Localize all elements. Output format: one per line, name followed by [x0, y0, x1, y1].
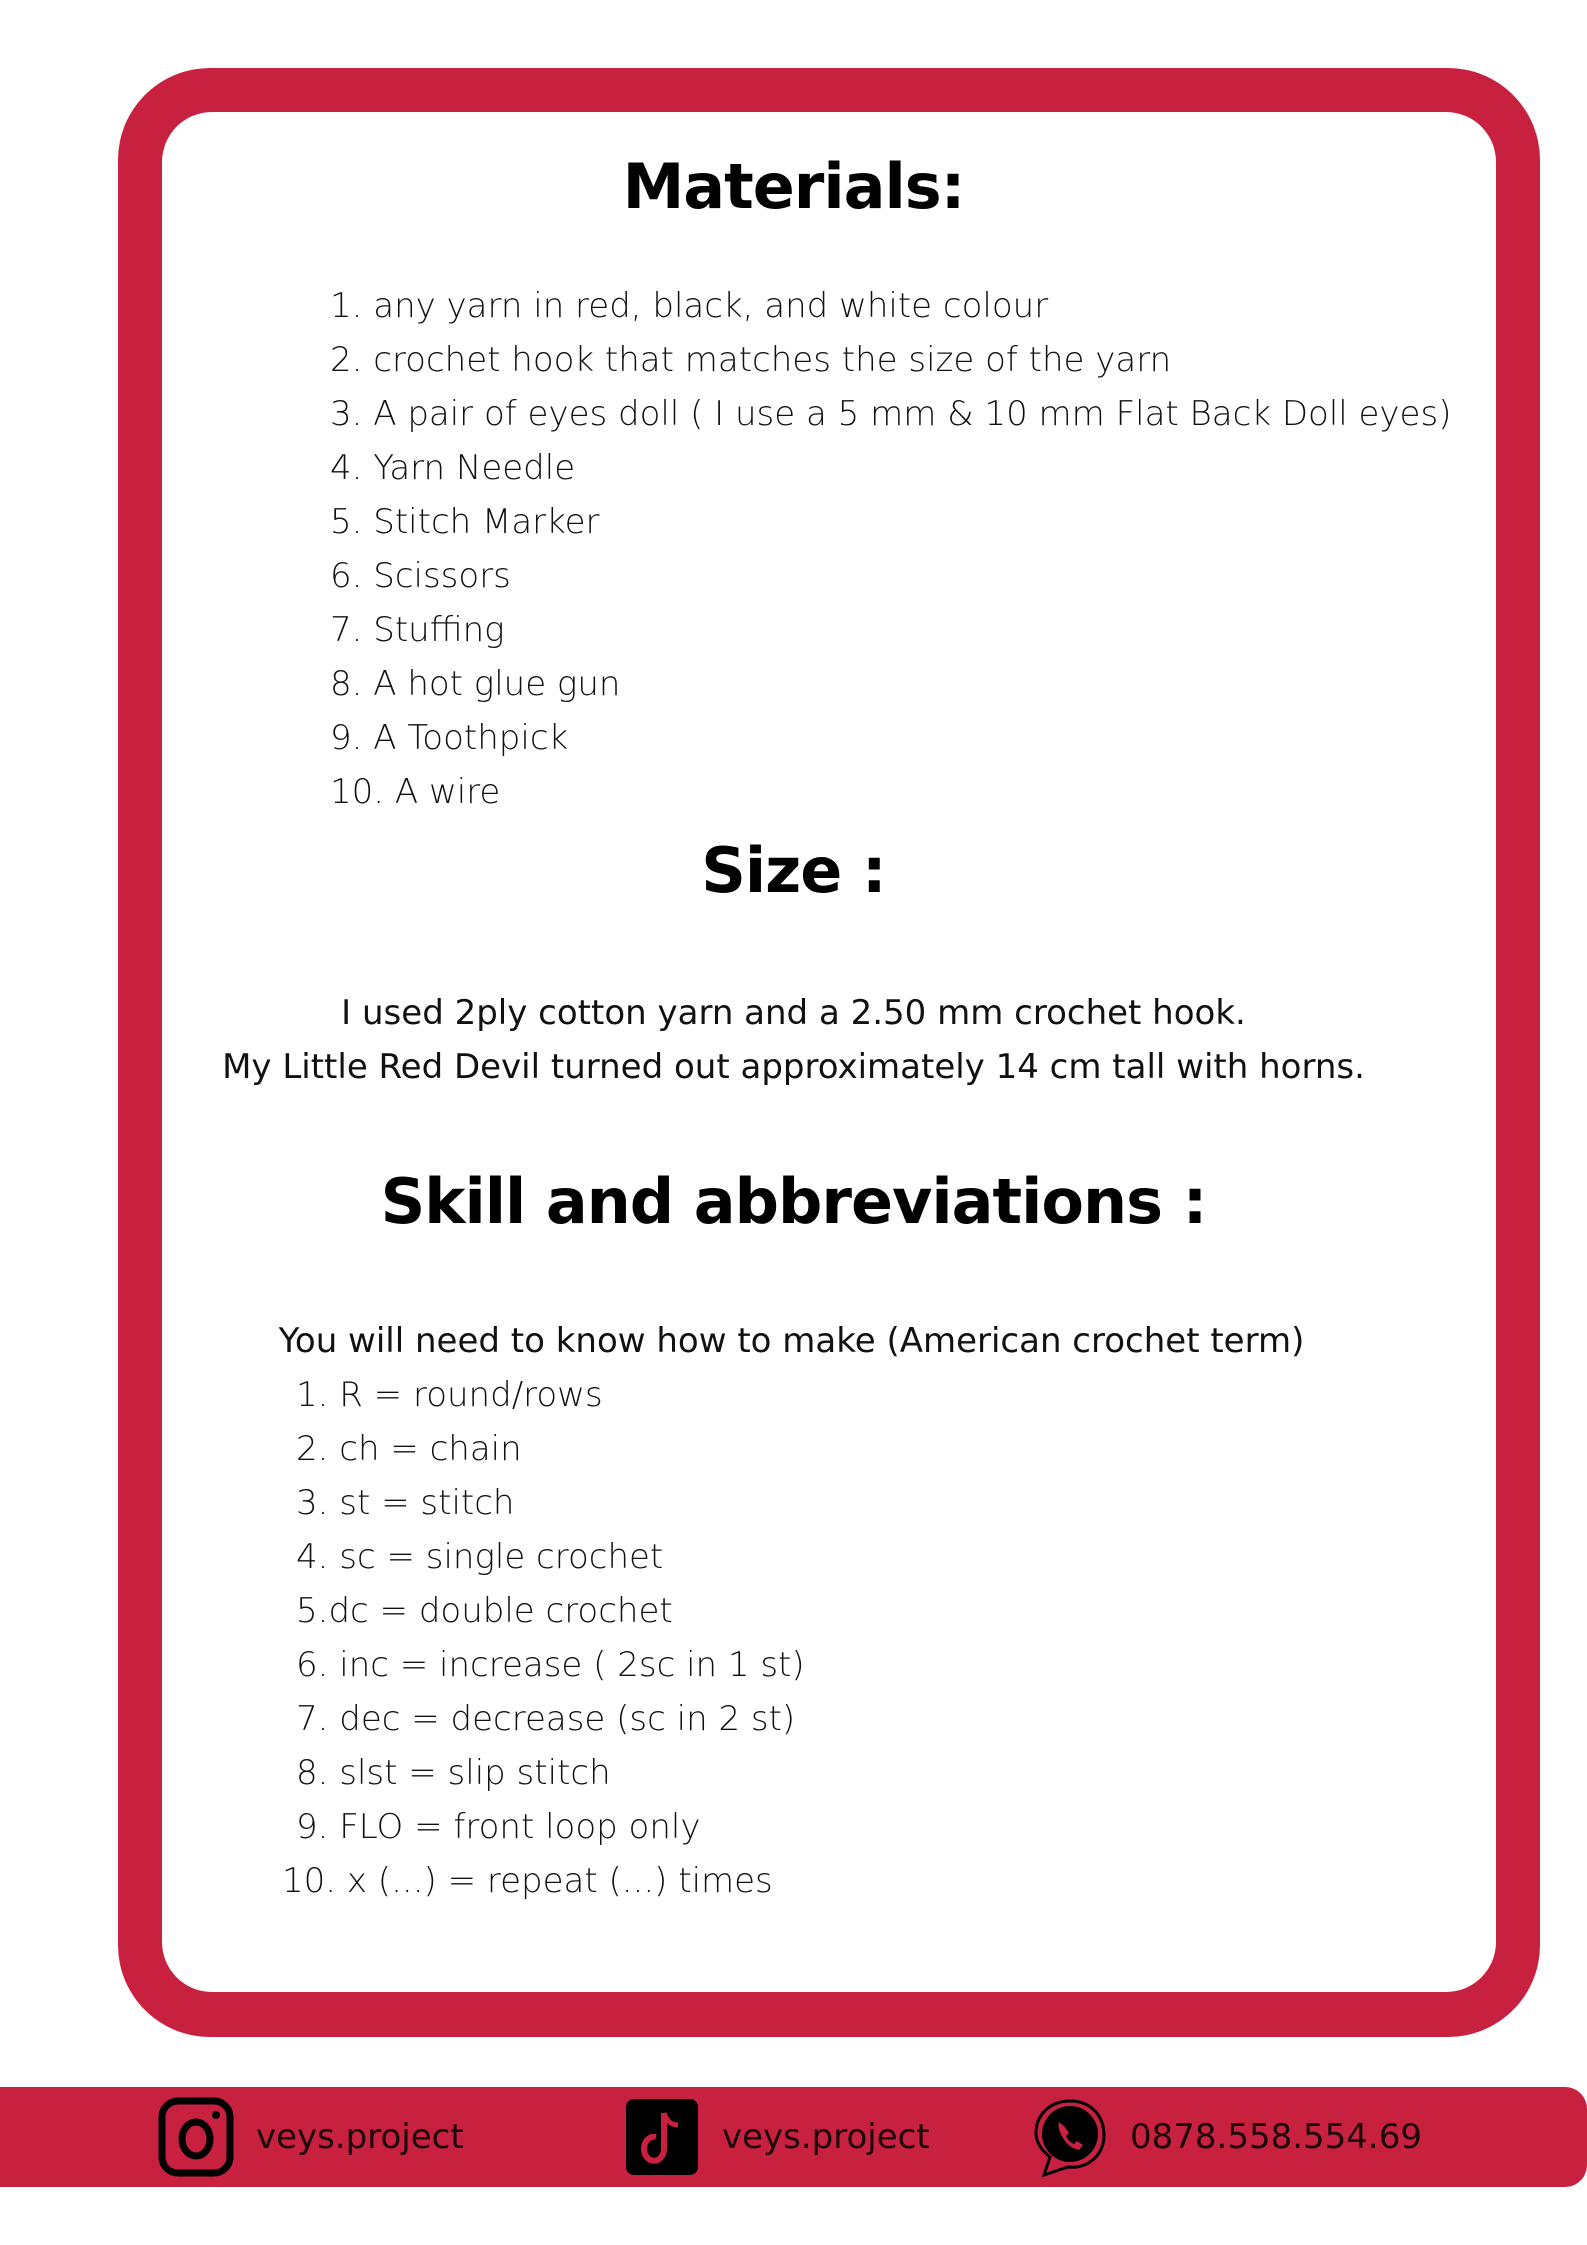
list-item: 10. A wire: [330, 772, 501, 812]
tiktok-icon: [624, 2097, 700, 2177]
list-item: 3. st = stitch: [296, 1483, 515, 1523]
instagram-handle: veys.project: [256, 2117, 464, 2157]
list-item: 6. Scissors: [330, 556, 511, 596]
skills-heading: Skill and abbreviations :: [380, 1165, 1207, 1238]
list-item: 5.dc = double crochet: [296, 1591, 673, 1631]
abbreviations-list: [282, 1368, 805, 1908]
social-footer: [0, 2087, 1587, 2187]
materials-heading: Materials:: [622, 150, 965, 223]
whatsapp-phone: 0878.558.554.69: [1130, 2117, 1423, 2157]
instagram-icon: [158, 2097, 234, 2177]
skills-intro: You will need to know how to make (American crochet term): [278, 1321, 1305, 1361]
whatsapp-contact[interactable]: [1032, 2087, 1422, 2187]
list-item: 8. slst = slip stitch: [296, 1753, 611, 1793]
list-item: 4. Yarn Needle: [330, 448, 576, 488]
whatsapp-icon: [1032, 2097, 1108, 2177]
size-line-height: My Little Red Devil turned out approximately 14 cm tall with horns.: [222, 1047, 1365, 1087]
list-item: 7. Stuffing: [330, 610, 505, 650]
list-item: 6. inc = increase ( 2sc in 1 st): [296, 1645, 805, 1685]
list-item: 1. any yarn in red, black, and white colour: [330, 286, 1049, 326]
list-item: 4. sc = single crochet: [296, 1537, 664, 1577]
list-item: 7. dec = decrease (sc in 2 st): [296, 1699, 796, 1739]
list-item: 9. A Toothpick: [330, 718, 569, 758]
list-item: 9. FLO = front loop only: [296, 1807, 701, 1847]
size-heading: Size :: [701, 834, 886, 907]
list-item: 8. A hot glue gun: [330, 664, 621, 704]
list-item: 3. A pair of eyes doll ( I use a 5 mm & 10 mm Flat Back Doll eyes): [330, 394, 1452, 434]
size-line-yarn: I used 2ply cotton yarn and a 2.50 mm crochet hook.: [341, 993, 1246, 1033]
list-item: 5. Stitch Marker: [330, 502, 600, 542]
list-item: 2. ch = chain: [296, 1429, 522, 1469]
list-item: 2. crochet hook that matches the size of the yarn: [330, 340, 1172, 380]
tiktok-link[interactable]: [624, 2087, 930, 2187]
list-item: 10. x (...) = repeat (...) times: [282, 1861, 773, 1901]
list-item: 1. R = round/rows: [296, 1375, 603, 1415]
tiktok-handle: veys.project: [722, 2117, 930, 2157]
instagram-link[interactable]: [158, 2087, 464, 2187]
materials-list: [330, 279, 1451, 819]
